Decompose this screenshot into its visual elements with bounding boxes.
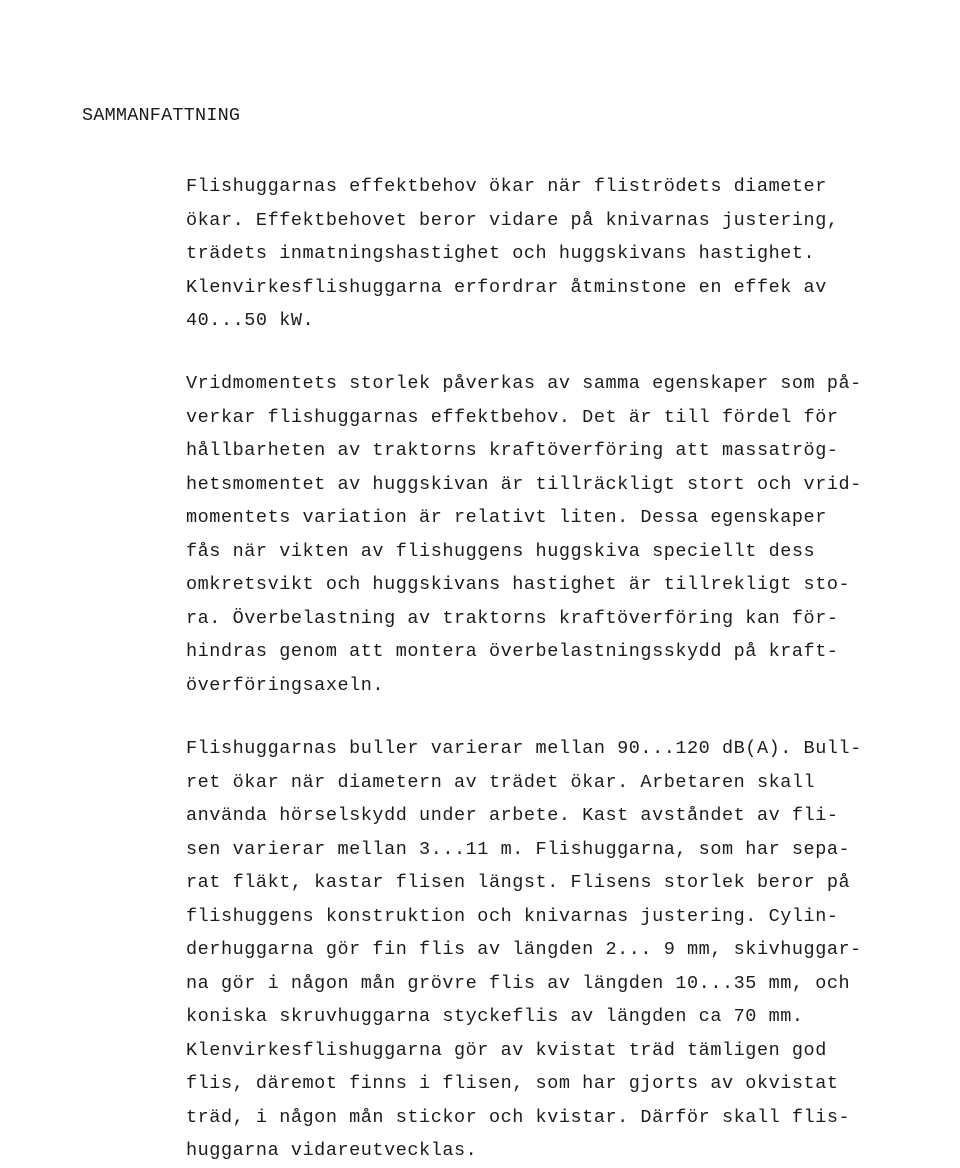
text-line: träd, i någon mån stickor och kvistar. Därför skall flis- — [186, 1106, 851, 1128]
text-line: ra. Överbelastning av traktorns kraftöverföring kan för- — [186, 607, 839, 629]
text-line: momentets variation är relativt liten. Dessa egenskaper — [186, 507, 827, 528]
text-line: derhuggarna gör fin flis av längden 2... 9 mm, skivhuggar- — [186, 939, 862, 960]
text-line: Klenvirkesflishuggarna gör av kvistat träd tämligen god — [186, 1039, 827, 1061]
text-line: trädets inmatningshastighet och huggskivans hastighet. — [186, 243, 816, 264]
text-line: 40...50 kW. — [186, 310, 315, 331]
text-line: fås när vikten av flishuggens huggskiva speciellt dess — [186, 540, 816, 562]
text-line: Vridmomentets storlek påverkas av samma egenskaper som på- — [186, 373, 862, 394]
text-line: ökar. Effektbehovet beror vidare på knivarnas justering, — [186, 209, 839, 231]
paragraph-effect-requirement — [186, 170, 956, 338]
text-line: sen varierar mellan 3...11 m. Flishuggarna, som har sepa- — [186, 838, 851, 860]
page-title: SAMMANFATTNING — [82, 105, 241, 126]
text-line: Klenvirkesflishuggarna erfordrar åtminstone en effek av — [186, 276, 827, 298]
text-line: hetsmomentet av huggskivan är tillräckligt stort och vrid- — [186, 473, 862, 495]
text-line: ret ökar när diametern av trädet ökar. Arbetaren skall — [186, 771, 816, 793]
text-line: hindras genom att montera överbelastningsskydd på kraft- — [186, 641, 839, 662]
text-line: flis, däremot finns i flisen, som har gjorts av okvistat — [186, 1073, 839, 1094]
paragraph-noise-and-chips — [186, 732, 956, 1168]
text-line: använda hörselskydd under arbete. Kast avståndet av fli- — [186, 805, 839, 826]
paragraph-torque — [186, 367, 956, 702]
text-line: överföringsaxeln. — [186, 674, 385, 696]
text-line: huggarna vidareutvecklas. — [186, 1140, 478, 1161]
text-line: omkretsvikt och huggskivans hastighet är tillrekligt sto- — [186, 574, 851, 595]
text-line: koniska skruvhuggarna styckeflis av längden ca 70 mm. — [186, 1006, 804, 1027]
text-line: rat fläkt, kastar flisen längst. Flisens storlek beror på — [186, 872, 851, 893]
text-line: na gör i någon mån grövre flis av längden 10...35 mm, och — [186, 972, 851, 994]
text-line: flishuggens konstruktion och knivarnas justering. Cylin- — [186, 905, 839, 927]
text-line: Flishuggarnas effektbehov ökar när fliströdets diameter — [186, 176, 827, 197]
text-line: verkar flishuggarnas effektbehov. Det är till fördel för — [186, 406, 839, 428]
text-line: Flishuggarnas buller varierar mellan 90...120 dB(A). Bull- — [186, 738, 862, 759]
text-line: hållbarheten av traktorns kraftöverföring att massatrög- — [186, 440, 839, 461]
